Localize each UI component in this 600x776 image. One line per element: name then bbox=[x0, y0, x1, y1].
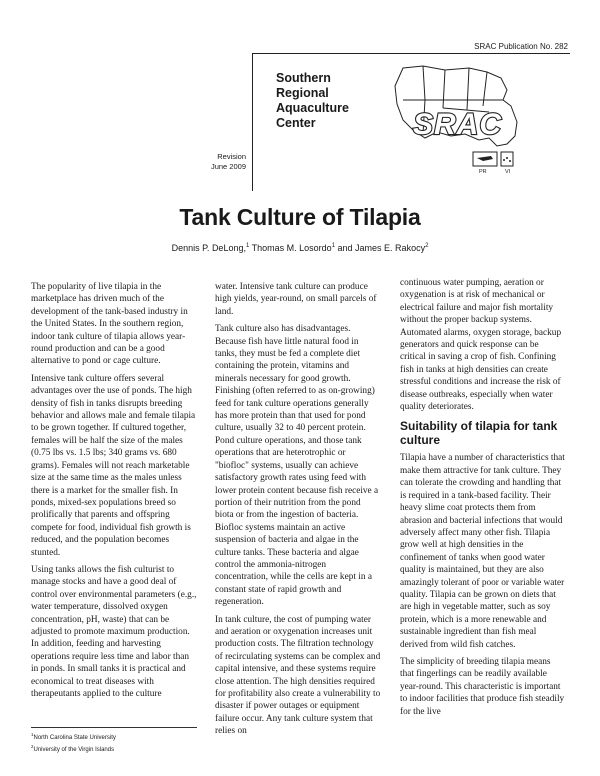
body-paragraph: continuous water pumping, aeration or oxygenation is at risk of mechanical or electrical failure and major fish mortality without the proper backup systems. Automated alarms, oxygen storage, backup generators and quick response can be critical in saving a crop of fish. Confining fish in tanks at high densities can create stressful conditions and increase the risk of disease outbreaks, especially when water quality deteriorates. bbox=[400, 278, 562, 413]
center-name-line: Aquaculture bbox=[276, 101, 349, 115]
article-title: Tank Culture of Tilapia bbox=[179, 204, 421, 230]
text-column-3 bbox=[400, 277, 566, 723]
center-name-line: Regional bbox=[276, 86, 329, 100]
body-paragraph: Using tanks allows the fish culturist to manage stocks and have a good deal of control over environmental parameters (e.g., water temperature, dissolved oxygen concentration, pH, waste) that can be adjusted to promote maximum production. In addition, feeding and harvesting operations require less time and labor than in ponds. In small tanks it is practical and economical to treat diseases with therapeutants applied to the culture bbox=[31, 564, 197, 699]
footnote bbox=[31, 743, 197, 755]
authors-line bbox=[0, 243, 600, 253]
logo-label-vi: VI bbox=[505, 169, 511, 175]
footnote-mark: 2 bbox=[31, 743, 34, 749]
text-column-1 bbox=[31, 281, 197, 705]
center-name-line: Southern bbox=[276, 71, 331, 85]
publication-number: SRAC Publication No. 282 bbox=[474, 42, 568, 51]
footnote-text: North Carolina State University bbox=[33, 735, 116, 741]
author-name: Dennis P. DeLong, bbox=[171, 243, 246, 253]
srac-logo bbox=[383, 60, 521, 190]
logo-label-pr: PR bbox=[479, 169, 487, 175]
text-column-2 bbox=[215, 281, 381, 743]
author-name: and James E. Rakocy bbox=[335, 243, 426, 253]
body-paragraph: Tank culture also has disadvantages. Because fish have little natural food in tanks, they must be fed a complete diet containing the protein, vitamins and minerals necessary for good growth. Finishing (often referred to as on-growing) feed for tank culture operations generally has more protein than that used for pond culture, usually 32 to 40 percent protein. Pond culture operations, and those tank operations that are heterotrophic or "biofloc" systems, usually can achieve satisfactory growth rates using feed with lower protein content because fish receive a portion of their nutrition from the pond biota or from the ingestion of bacteria. Biofloc systems maintain an active suspension of bacteria and algae in the culture tanks. These bacteria and algae control the ammonia-nitrogen concentration, while the cells are kept in a constant state of rapid growth and regeneration. bbox=[215, 324, 379, 608]
footnote bbox=[31, 731, 197, 743]
body-paragraph: Intensive tank culture offers several advantages over the use of ponds. The high density of fish in tanks disrupts breeding behavior and allows male and female tilapia to be grown together. If cultured together, females will be half the size of the males (0.75 lbs vs. 1.5 lbs; 340 grams vs. 680 grams). Females will not reach marketable size at the same time as the males unless there is a market for the smaller fish. In ponds, mixed-sex populations breed so prolifically that parents and offspring compete for food, individual fish growth is reduced, and the population becomes stunted. bbox=[31, 373, 196, 558]
body-paragraph: In tank culture, the cost of pumping water and aeration or oxygenation increases unit production costs. The filtration technology of recirculating systems can be complex and capital intensive, and these systems require close attention. The high densities required for profitability also create a vulnerability to disaster if power outages or equipment failure occur. Any tank culture system that relies on bbox=[215, 614, 381, 737]
body-paragraph: Tilapia have a number of characteristics that make them attractive for tank culture. They can tolerate the crowding and handling that is required in a tank-based facility. Their heavy slime coat protects them from abrasion and bacterial infections that would adversely affect many other fish. Tilapia grow well at high densities in the confinement of tanks when good water quality is maintained, but they are also amazingly tolerant of poor or variable water quality. Tilapia can be grown on diets that are high in vegetable matter, such as soy protein, which is a more renewable and sustainable ingredient than fish meal derived from wild fish catches. bbox=[400, 453, 565, 650]
logo-wordmark: SRAC bbox=[413, 108, 503, 141]
footnote-mark: 1 bbox=[31, 732, 34, 737]
body-paragraph: The simplicity of breeding tilapia means that fingerlings can be readily available year-round. This characteristic is important to indoor facilities that produce fish steadily for the live bbox=[400, 656, 565, 717]
header-rule bbox=[252, 53, 570, 54]
author-affiliation-mark: 1 bbox=[331, 243, 336, 249]
footnote-text: University of the Virgin Islands bbox=[33, 746, 115, 753]
revision-date: June 2009 bbox=[210, 161, 246, 171]
footnotes bbox=[31, 727, 197, 754]
header-vertical-rule bbox=[252, 53, 253, 191]
revision-label: Revision bbox=[217, 152, 246, 161]
center-name-line: Center bbox=[276, 116, 316, 130]
center-name bbox=[276, 71, 386, 131]
body-paragraph: water. Intensive tank culture can produce high yields, year-round, on small parcels of land. bbox=[215, 282, 377, 317]
body-paragraph: The popularity of live tilapia in the marketplace has driven much of the development of the tank-based industry in the United States. In the southern region, indoor tank culture of tilapia allows year-round production and can be a good alternative to pond or cage culture. bbox=[31, 282, 188, 367]
author-affiliation-mark: 2 bbox=[425, 243, 429, 249]
section-heading: Suitability of tilapia for tank culture bbox=[400, 419, 558, 448]
author-affiliation-mark: 1 bbox=[245, 243, 250, 249]
revision-note bbox=[192, 152, 246, 171]
author-name: Thomas M. Losordo bbox=[249, 243, 332, 253]
